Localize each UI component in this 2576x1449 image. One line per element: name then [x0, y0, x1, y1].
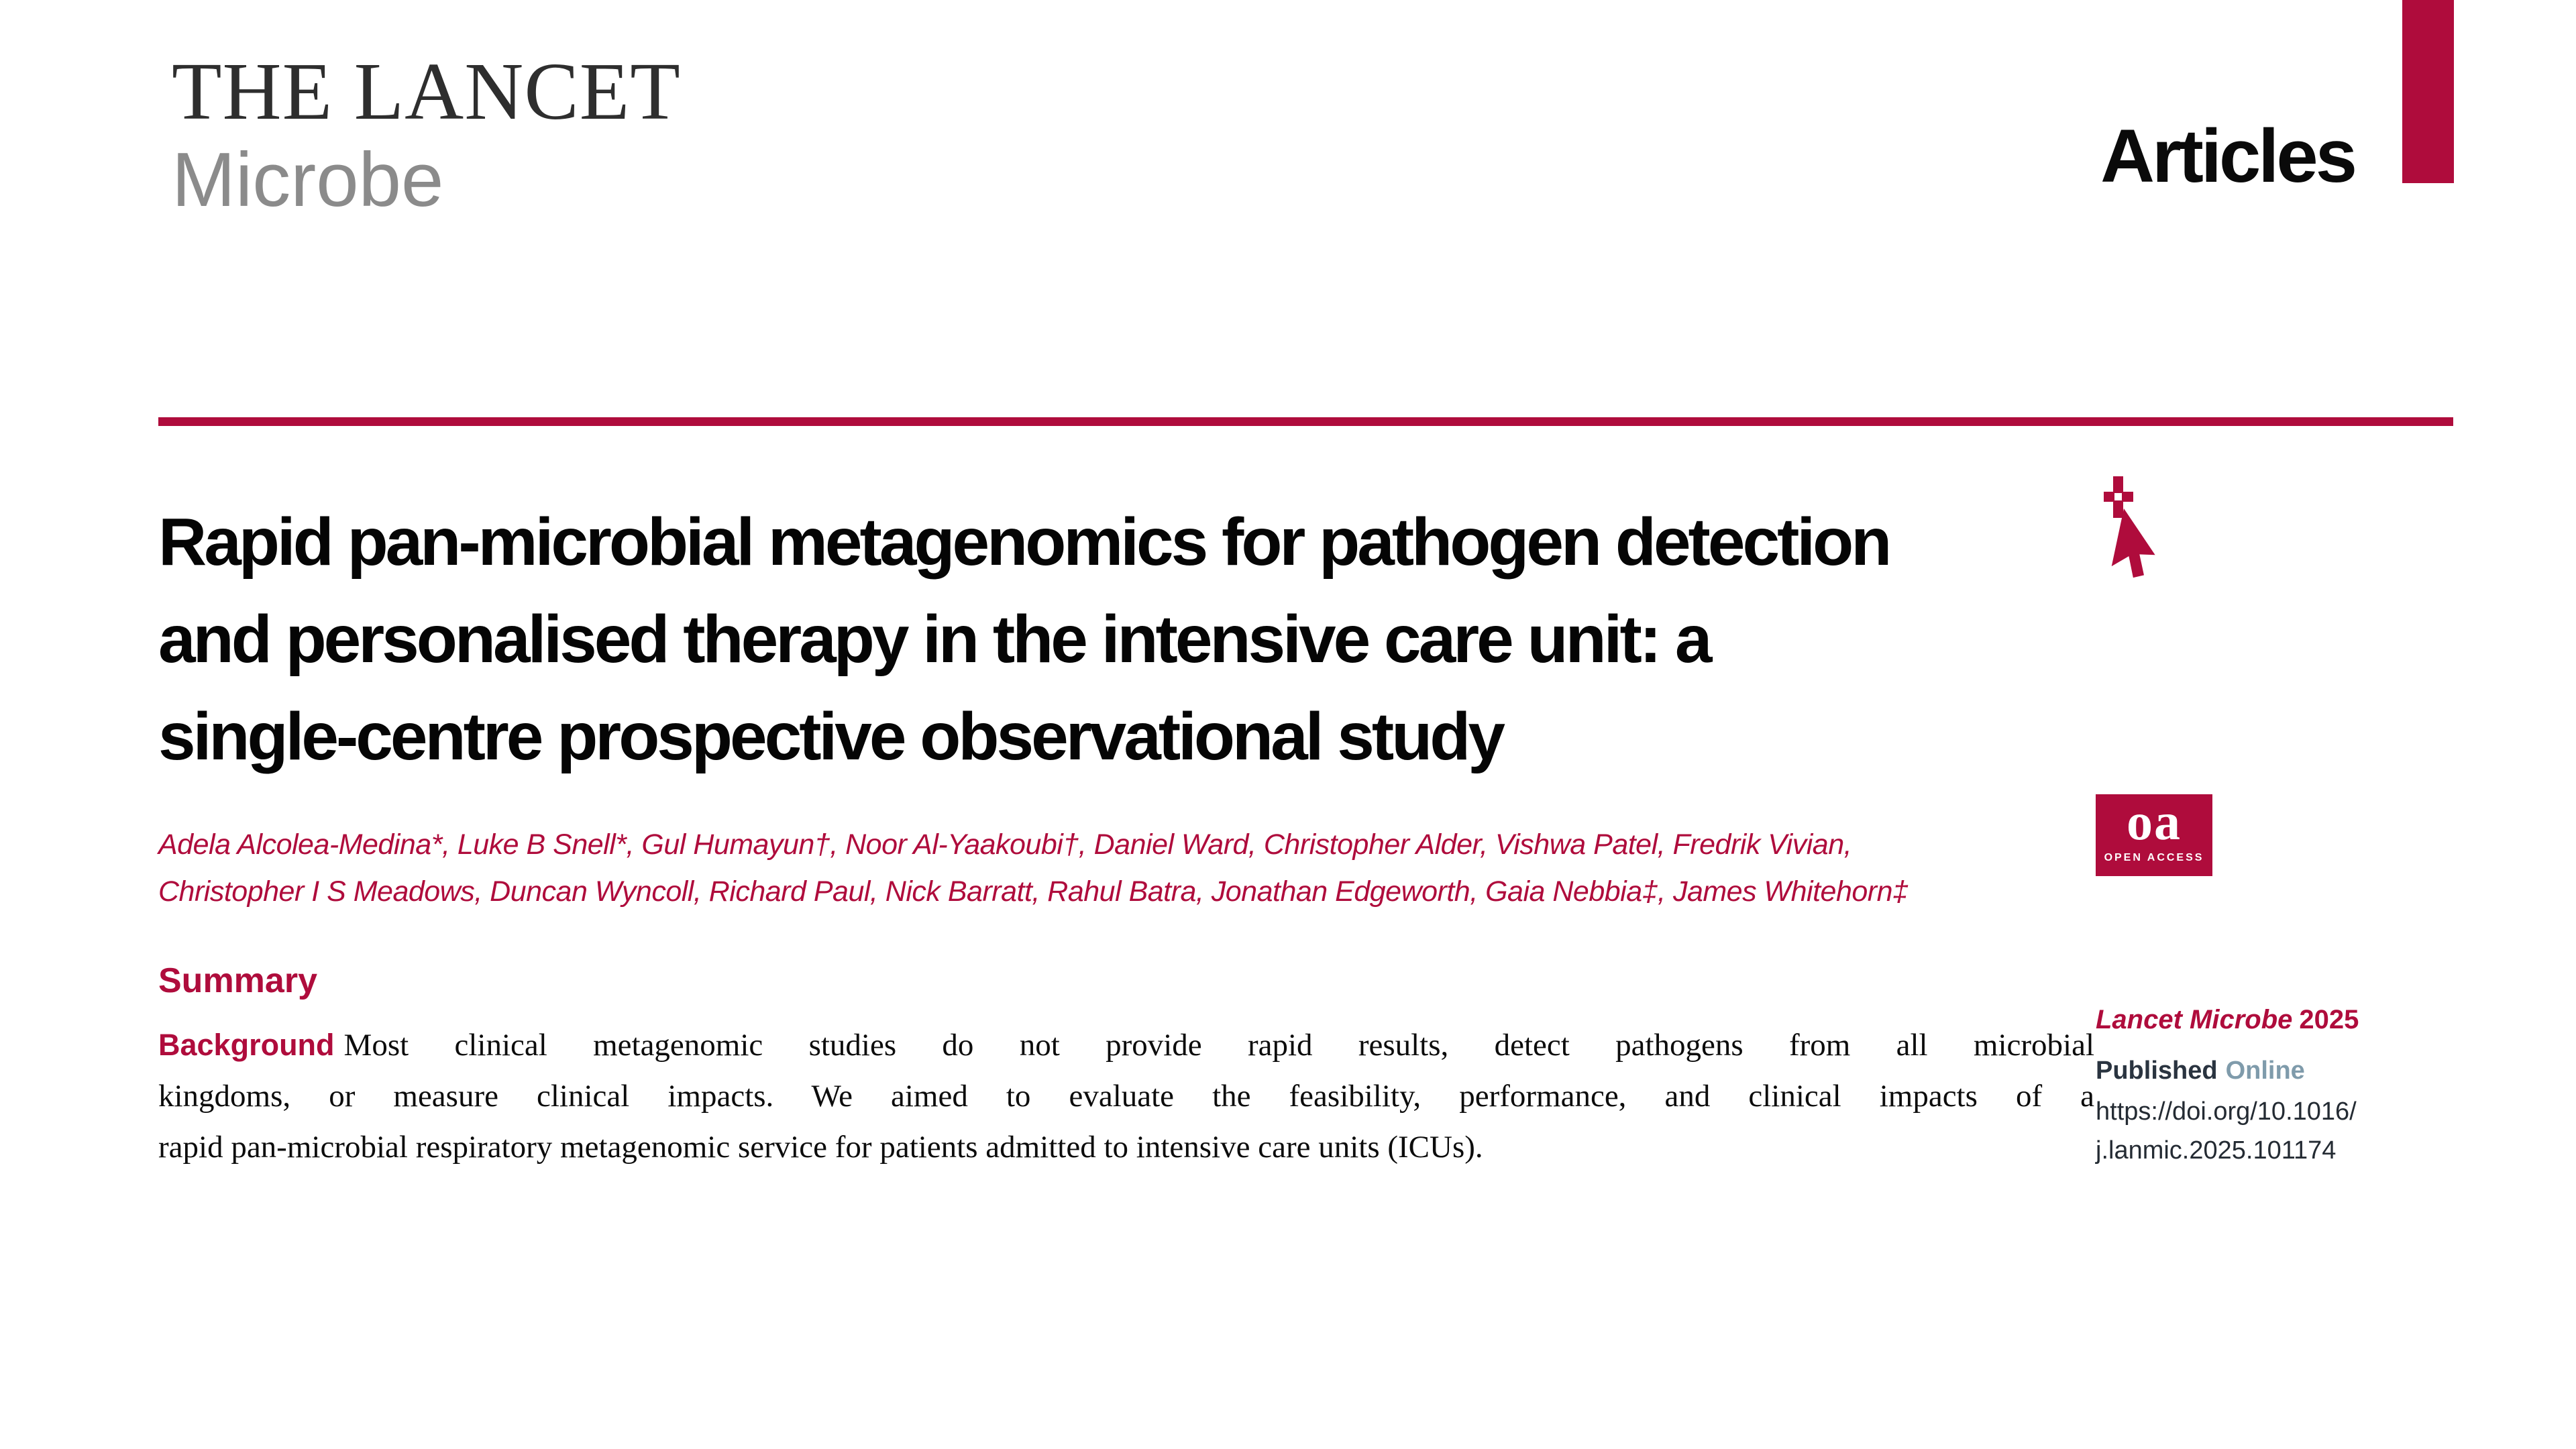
background-paragraph [158, 1020, 2094, 1173]
author-list [158, 821, 1908, 915]
doi-line[interactable]: j.lanmic.2025.101174 [2096, 1136, 2337, 1165]
journal-citation [2096, 1004, 2512, 1036]
section-label: Articles [2100, 114, 2355, 198]
citation-year: 2025 [2299, 1005, 2359, 1034]
open-access-abbr: oa [2127, 792, 2182, 851]
online-first-cursor-icon [2104, 476, 2165, 578]
summary-heading: Summary [158, 961, 317, 1000]
article-title-line: and personalised therapy in the intensive care unit: a [158, 602, 1710, 677]
background-text: Most clinical metagenomic studies do not provide rapid results, detect pathogens from all microbial [343, 1028, 2094, 1063]
published-label: Published [2096, 1057, 2218, 1085]
title-rule [158, 417, 2453, 426]
journal-logo-name: THE LANCET [172, 46, 681, 137]
published-status: Online [2225, 1057, 2305, 1085]
doi-link[interactable] [2096, 1092, 2512, 1170]
background-paragraph-line [158, 1020, 2094, 1071]
citation-journal: Lancet Microbe [2096, 1005, 2293, 1034]
article-title-line: Rapid pan-microbial metagenomics for pathogen detection [158, 504, 1890, 580]
journal-logo [172, 46, 681, 223]
background-paragraph-line: kingdoms, or measure clinical impacts. We aimed to evaluate the feasibility, performance, and clinical impacts of a [158, 1079, 2094, 1114]
open-access-badge [2096, 794, 2212, 876]
published-line [2096, 1055, 2512, 1087]
section-corner-bar [2402, 0, 2454, 183]
open-access-label: OPEN ACCESS [2104, 852, 2204, 863]
article-title [158, 494, 1889, 786]
doi-line[interactable]: https://doi.org/10.1016/ [2096, 1097, 2357, 1126]
citation-sidebar [2096, 1004, 2512, 1170]
background-label: Background [158, 1028, 335, 1062]
author-line: Christopher I S Meadows, Duncan Wyncoll, Richard Paul, Nick Barratt, Rahul Batra, Jonathan Edgeworth, Gaia Nebbia‡, James Whitehorn‡ [158, 875, 1909, 908]
author-line: Adela Alcolea-Medina*, Luke B Snell*, Gul Humayun†, Noor Al-Yaakoubi†, Daniel Ward, Christopher Alder, Vishwa Patel, Fredrik Vivian, [158, 828, 1852, 861]
journal-logo-edition: Microbe [172, 138, 444, 223]
article-title-line: single-centre prospective observational study [158, 699, 1503, 774]
background-paragraph-line: rapid pan-microbial respiratory metagenomic service for patients admitted to intensive care units (ICUs). [158, 1130, 1483, 1165]
